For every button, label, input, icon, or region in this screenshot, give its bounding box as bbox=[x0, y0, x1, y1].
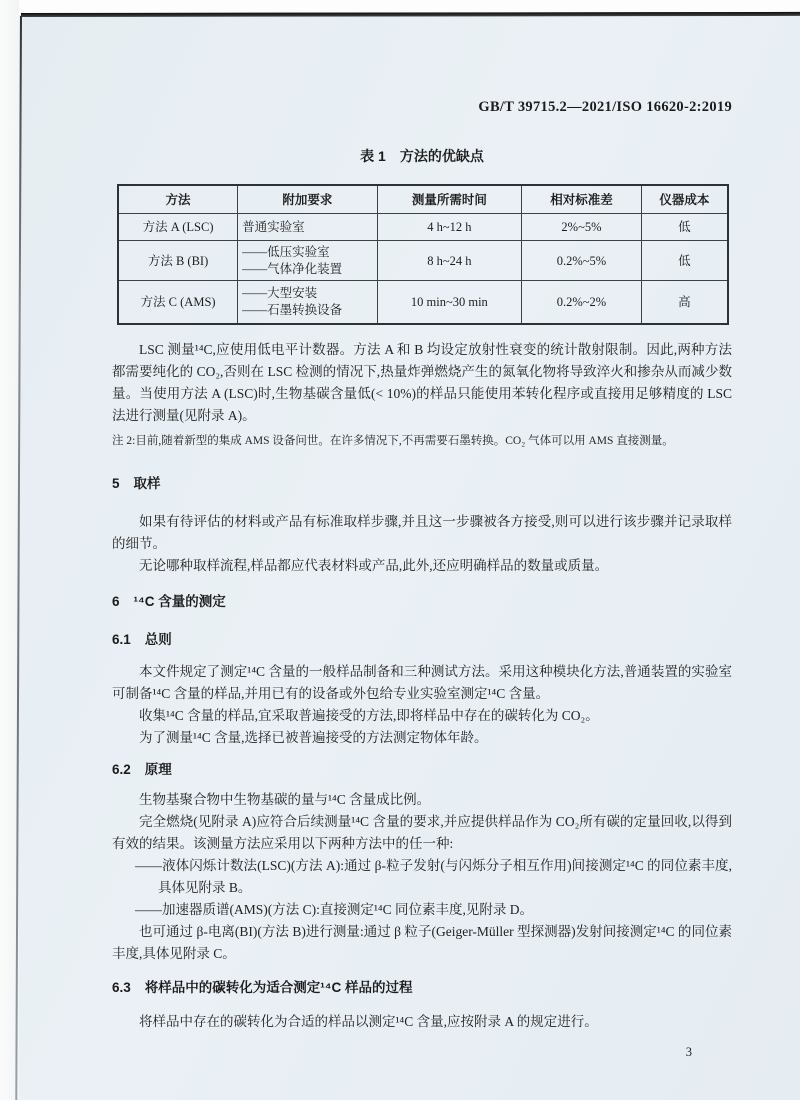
section-6-number: 6 bbox=[112, 593, 120, 609]
page-number: 3 bbox=[685, 1044, 692, 1059]
section-6-3-number: 6.3 bbox=[112, 979, 131, 995]
section-6-3-title: 将样品中的碳转化为适合测定¹⁴C 样品的过程 bbox=[144, 979, 413, 995]
section-6-3-paragraph-1: 将样品中存在的碳转化为合适的样品以测定¹⁴C 含量,应按附录 A 的规定进行。 bbox=[139, 1013, 598, 1029]
method-b-req-2: ——气体净化装置 bbox=[242, 261, 343, 276]
section-6-1-paragraph-2: 收集¹⁴C 含量的样品,宜采取普遍接受的方法,即将样品中存在的碳转化为 CO₂。 bbox=[139, 707, 599, 723]
method-b-name: 方法 B (BI) bbox=[118, 241, 238, 281]
col-header-instrument-cost: 仪器成本 bbox=[641, 185, 728, 214]
section-5-paragraph-2: 无论哪种取样流程,样品都应代表材料或产品,此外,还应明确样品的数量或质量。 bbox=[139, 557, 609, 573]
section-6-title: ¹⁴C 含量的测定 bbox=[133, 593, 226, 609]
method-b-time: 8 h~24 h bbox=[377, 241, 522, 281]
section-6-2-heading bbox=[112, 759, 732, 781]
section-5-paragraph-1: 如果有待评估的材料或产品有标准取样步骤,并且这一步骤被各方接受,则可以进行该步骤并记录取样的细节。 bbox=[112, 513, 732, 551]
section-6-1-paragraph-1: 本文件规定了测定¹⁴C 含量的一般样品制备和三种测试方法。采用这种模块化方法,普通装置的实验室可制备¹⁴C 含量的样品,并用已有的设备或外包给专业实验室测定¹⁴C 含量。 bbox=[112, 663, 732, 701]
section-6-2-title: 原理 bbox=[144, 761, 172, 777]
note-2-label: 注 2: bbox=[112, 435, 136, 447]
method-c-req-2: ——石墨转换设备 bbox=[242, 303, 343, 317]
section-6-3-heading bbox=[112, 977, 732, 999]
method-a-requirements: 普通实验室 bbox=[238, 214, 377, 241]
method-c-cost: 高 bbox=[641, 281, 728, 325]
table-caption bbox=[112, 146, 732, 166]
table-caption-label: 表 1 bbox=[360, 148, 386, 164]
method-b-requirements bbox=[238, 241, 377, 281]
col-header-additional-requirements: 附加要求 bbox=[238, 185, 377, 214]
col-header-measure-time: 测量所需时间 bbox=[377, 185, 522, 214]
col-header-method: 方法 bbox=[118, 185, 238, 214]
section-5-heading bbox=[112, 473, 732, 495]
method-b-cost: 低 bbox=[641, 241, 728, 281]
method-b-rsd: 0.2%~5% bbox=[522, 241, 642, 281]
paragraph-lsc-measurement: LSC 测量¹⁴C,应使用低电平计数器。方法 A 和 B 均设定放射性衰变的统计散射限制。因此,两种方法都需要纯化的 CO₂,否则在 LSC 检测的情况下,热量炸弹燃烧产生的氮氧化物将导致淬火和掺杂从而减少数量。当使用方法 A (LSC)时,生物基碳含量低(< 10%)的样品只能使用苯转化程序或直接用足够精度的 LSC 法进行测量(见附录 A)。 bbox=[112, 342, 732, 423]
table-caption-title: 方法的优缺点 bbox=[399, 148, 484, 164]
methods-comparison-table bbox=[117, 184, 729, 325]
method-b-req-1: ——低压实验室 bbox=[242, 244, 330, 259]
section-5-number: 5 bbox=[112, 475, 120, 491]
method-c-rsd: 0.2%~2% bbox=[522, 281, 642, 325]
standard-number: GB/T 39715.2—2021/ISO 16620-2:2019 bbox=[478, 99, 732, 115]
section-6-2-paragraph-2: 完全燃烧(见附录 A)应符合后续测量¹⁴C 含量的要求,并应提供样品作为 CO₂所有碳的定量回收,以得到有效的结果。该测量方法应采用以下两种方法中的任一种: bbox=[112, 813, 732, 851]
note-2-text: 目前,随着新型的集成 AMS 设备问世。在许多情况下,不再需要石墨转换。CO₂ 气体可以用 AMS 直接测量。 bbox=[135, 435, 674, 447]
section-6-1-number: 6.1 bbox=[112, 631, 131, 647]
method-c-req-1: ——大型安装 bbox=[242, 286, 318, 300]
section-6-2-number: 6.2 bbox=[112, 761, 131, 777]
table-row bbox=[118, 241, 728, 281]
section-6-1-title: 总则 bbox=[144, 631, 172, 647]
section-6-2-paragraph-1: 生物基聚合物中生物基碳的量与¹⁴C 含量成比例。 bbox=[139, 791, 431, 807]
method-a-name: 方法 A (LSC) bbox=[118, 214, 238, 241]
method-a-cost: 低 bbox=[641, 214, 728, 241]
section-6-heading bbox=[112, 591, 732, 613]
section-5-title: 取样 bbox=[133, 475, 161, 491]
document-content bbox=[112, 0, 732, 1063]
method-c-time: 10 min~30 min bbox=[377, 281, 522, 325]
method-c-name: 方法 C (AMS) bbox=[118, 281, 238, 325]
note-2 bbox=[112, 432, 732, 451]
section-6-2-list-item-lsc: ——液体闪烁计数法(LSC)(方法 A):通过 β-粒子发射(与闪烁分子相互作用)间接测定¹⁴C 的同位素丰度,具体见附录 B。 bbox=[135, 857, 732, 895]
table-row bbox=[118, 281, 728, 325]
method-a-rsd: 2%~5% bbox=[522, 214, 642, 241]
table-row bbox=[118, 214, 728, 241]
method-a-time: 4 h~12 h bbox=[377, 214, 522, 241]
section-6-1-heading bbox=[112, 629, 732, 651]
method-c-requirements bbox=[238, 281, 377, 325]
table-header-row bbox=[118, 185, 728, 214]
col-header-relative-stddev: 相对标准差 bbox=[522, 185, 642, 214]
section-6-2-list-item-ams: ——加速器质谱(AMS)(方法 C):直接测定¹⁴C 同位素丰度,见附录 D。 bbox=[135, 901, 534, 917]
section-6-1-paragraph-3: 为了测量¹⁴C 含量,选择已被普遍接受的方法测定物体年龄。 bbox=[139, 729, 488, 745]
section-6-2-paragraph-3: 也可通过 β-电离(BI)(方法 B)进行测量:通过 β 粒子(Geiger-Müller 型探测器)发射间接测定¹⁴C 的同位素丰度,具体见附录 C。 bbox=[112, 923, 732, 961]
